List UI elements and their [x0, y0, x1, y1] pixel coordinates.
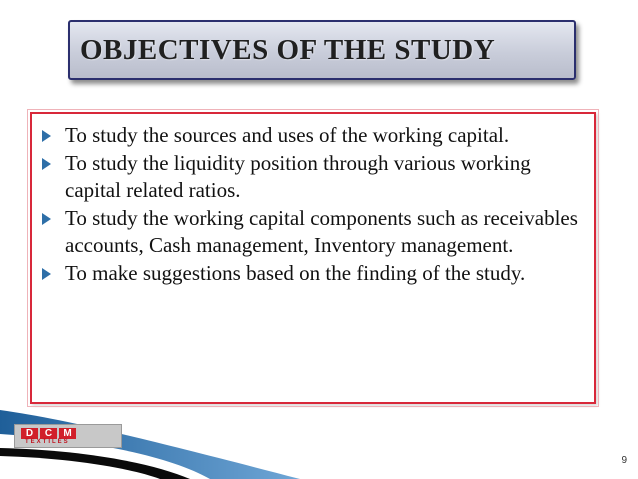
bullet-text: To study the working capital components such as receivables accounts, Cash management, Inventory management. — [65, 205, 578, 257]
arrow-bullet-icon — [42, 130, 51, 142]
title-box — [68, 20, 576, 80]
arrow-bullet-icon — [42, 213, 51, 225]
arrow-bullet-icon — [42, 268, 51, 280]
bullet-list — [32, 114, 594, 287]
bullet-text: To study the sources and uses of the working capital. — [65, 123, 510, 147]
bullet-item — [32, 260, 594, 288]
bullet-text: To study the liquidity position through various working capital related ratios. — [65, 150, 531, 202]
company-logo — [14, 424, 122, 448]
logo-subtitle: TEXTILES — [25, 439, 70, 445]
logo-letters — [21, 428, 76, 439]
arrow-bullet-icon — [42, 158, 51, 170]
logo-letter: C — [40, 428, 57, 439]
page-number: 9 — [621, 455, 627, 466]
logo-letter: D — [21, 428, 38, 439]
bullet-item — [32, 122, 594, 150]
bullet-text: To make suggestions based on the finding of the study. — [65, 260, 526, 285]
bullet-item — [32, 205, 594, 260]
bullet-item — [32, 150, 594, 205]
slide-title: OBJECTIVES OF THE STUDY — [80, 33, 496, 66]
logo-letter: M — [59, 428, 76, 439]
content-box — [30, 112, 596, 404]
